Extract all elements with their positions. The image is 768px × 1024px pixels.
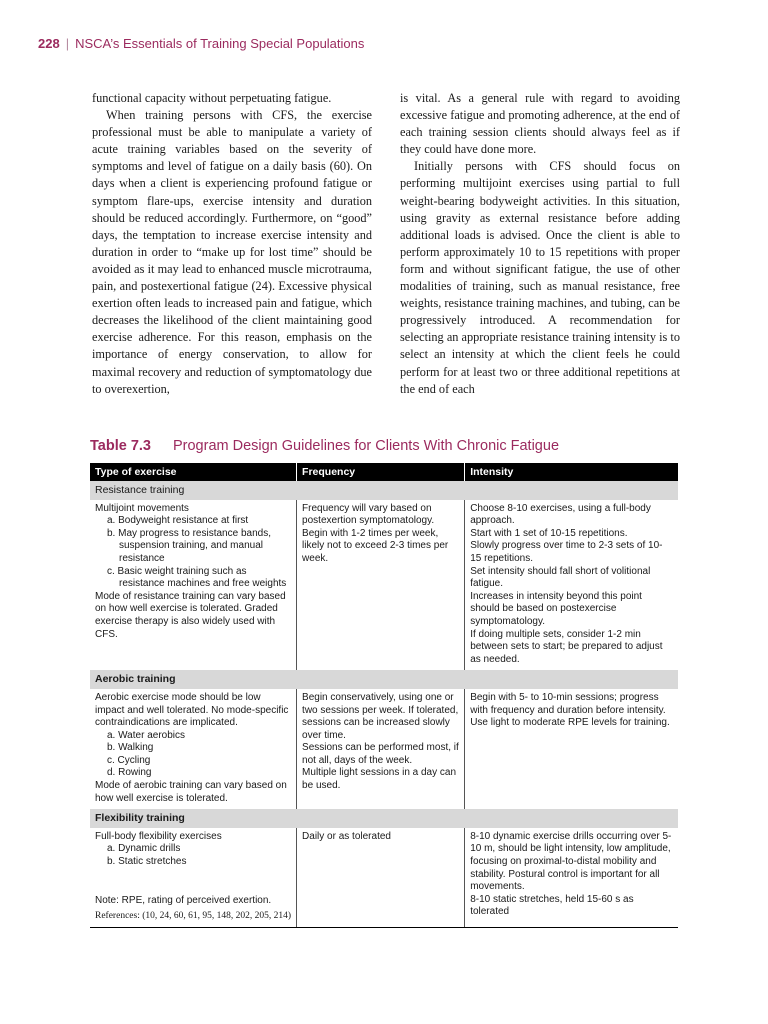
flexibility-type-list (95, 843, 291, 868)
intensity-line: If doing multiple sets, consider 1-2 min between sets to start; be prepared to adjust as needed. (470, 628, 663, 665)
table-title (90, 438, 559, 454)
list-item: a. Dynamic drills (107, 843, 181, 855)
intensity-line: 8-10 static stretches, held 15-60 s as tolerated (470, 893, 634, 918)
resistance-type-intro: Multijoint movements (95, 502, 189, 514)
left-column (92, 90, 372, 398)
section-label: Flexibility training (90, 809, 678, 828)
list-item: d. Rowing (107, 767, 152, 779)
header-frequency: Frequency (297, 463, 465, 481)
table-row-resistance (90, 500, 678, 671)
intensity-line: Start with 1 set of 10-15 repetitions. (470, 527, 628, 539)
right-paragraph-1: is vital. As a general rule with regard to avoiding excessive fatigue and promoting adherence, at the end of each training session clients should always feel as if they could have done more. (400, 91, 680, 157)
resistance-intensity-cell (465, 500, 678, 671)
aerobic-type-cell (90, 689, 297, 809)
table-references: References: (10, 24, 60, 61, 95, 148, 202, 205, 214) (95, 911, 292, 922)
section-label: Aerobic training (90, 670, 678, 689)
frequency-line: Begin conservatively, using one or two sessions per week. If tolerated, sessions can be increased slowly over time. (302, 691, 459, 741)
book-title: NSCA’s Essentials of Training Special Populations (75, 36, 365, 51)
section-row-resistance (90, 481, 678, 500)
section-row-flexibility (90, 809, 678, 828)
table-note: Note: RPE, rating of perceived exertion. (95, 894, 272, 906)
frequency-line: Sessions can be performed most, if not all, days of the week. (302, 742, 459, 766)
list-item: b. Static stretches (107, 856, 187, 868)
flexibility-type-cell (90, 828, 297, 927)
left-paragraph-1: functional capacity without perpetuating fatigue. (92, 91, 332, 105)
list-item: c. Cycling (107, 754, 151, 766)
resistance-type-cell (90, 500, 297, 671)
running-head-separator: | (65, 36, 70, 51)
table-footnotes (95, 895, 291, 923)
page-number: 228 (38, 36, 60, 51)
flexibility-type-intro: Full-body flexibility exercises (95, 830, 222, 842)
table-label: Table 7.3 (90, 438, 151, 454)
guidelines-table (90, 463, 678, 928)
resistance-type-list (95, 515, 291, 591)
resistance-frequency-cell: Frequency will vary based on postexertion symptomatology. Begin with 1-2 times per week, likely not to exceed 2-3 times per week. (297, 500, 465, 671)
aerobic-frequency-cell (297, 689, 465, 809)
frequency-line: Multiple light sessions in a day can be used. (302, 767, 457, 792)
intensity-line: Choose 8-10 exercises, using a full-body approach. (470, 502, 651, 527)
table-row-aerobic (90, 689, 678, 809)
intensity-line: Increases in intensity beyond this point should be based on postexercise symptomatology. (470, 590, 642, 627)
section-row-aerobic (90, 670, 678, 689)
aerobic-intensity-cell (465, 689, 678, 809)
resistance-type-note: Mode of resistance training can vary based on how well exercise is tolerated. Graded exercise therapy is also widely used with CFS. (95, 590, 286, 640)
left-paragraph-2: When training persons with CFS, the exercise professional must be able to manipulate a variety of acute training variables based on the severity of symptoms and level of fatigue on a daily basis (60). On days when a client is experiencing profound fatigue or symptom flare-ups, exercise intensity and duration should be reduced accordingly. Furthermore, on “good” days, the temptation to increase exercise intensity and duration in order to “make up for lost time” should be avoided as it may lead to enhanced muscle microtrauma, pain, and postexertional fatigue (24). Excessive physical exertion often leads to increased pain and fatigue, which decreases the likelihood of the client maintaining good exercise adherence. For this reason, emphasis on the importance of energy conservation, to allow for maximal recovery and reduction of symptomatology due to overexertion, (92, 108, 372, 396)
aerobic-type-intro: Aerobic exercise mode should be low impact and well tolerated. No mode-specific contraindications are implicated. (95, 691, 289, 729)
list-item: a. Bodyweight resistance at first (107, 515, 249, 527)
intensity-line: Slowly progress over time to 2-3 sets of 10-15 repetitions. (470, 540, 663, 564)
body-text (92, 90, 680, 398)
section-label: Resistance training (90, 481, 678, 500)
list-item: a. Water aerobics (107, 729, 185, 741)
flexibility-intensity-cell (465, 828, 678, 927)
header-type: Type of exercise (90, 463, 297, 481)
intensity-line: Set intensity should fall short of volitional fatigue. (470, 565, 651, 590)
aerobic-type-note: Mode of aerobic training can vary based on how well exercise is tolerated. (95, 780, 287, 804)
list-item: b. May progress to resistance bands, suspension training, and manual resistance (107, 527, 271, 564)
running-head (38, 36, 364, 51)
intensity-line: Begin with 5- to 10-min sessions; progress with frequency and duration before intensity. (470, 691, 666, 716)
aerobic-type-list (95, 730, 291, 780)
intensity-line: Use light to moderate RPE levels for training. (470, 717, 670, 729)
right-paragraph-2: Initially persons with CFS should focus on performing multijoint exercises using partial to full weight-bearing bodyweight activities. In this situation, using gravity as external resistance before adding additional loads is advised. Once the client is able to perform approximately 10 to 15 repetitions with proper form and without significant fatigue, the use of other modalities of training, such as manual resistance, free weights, resistance training machines, and tubing, can be progressively introduced. A recommendation for selecting an appropriate resistance training intensity is to select an intensity at which the client feels he could perform for at least two or three additional repetitions at the end of each (400, 159, 681, 396)
intensity-line: 8-10 dynamic exercise drills occurring over 5-10 m, should be light intensity, low amplitude, focusing on proximal-to-distal mobility and stability. Postural control is important for all movements. (470, 830, 672, 893)
table-row-flexibility (90, 828, 678, 927)
right-column (400, 90, 680, 398)
list-item: c. Basic weight training such as resistance machines and free weights (107, 565, 287, 590)
header-intensity: Intensity (465, 463, 678, 481)
table-caption: Program Design Guidelines for Clients With Chronic Fatigue (172, 438, 560, 454)
flexibility-frequency-cell: Daily or as tolerated (297, 828, 465, 927)
table-header-row (90, 463, 678, 481)
list-item: b. Walking (107, 742, 154, 754)
